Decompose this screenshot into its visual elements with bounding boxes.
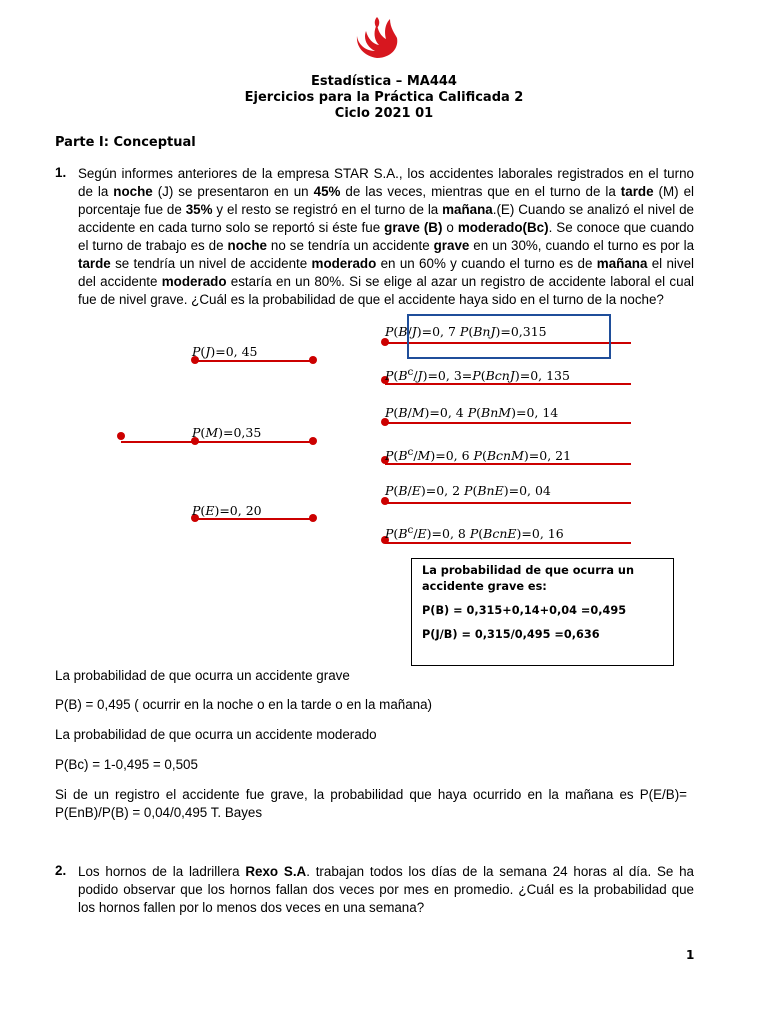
tree-branch-e-line xyxy=(195,518,313,520)
document-title: Estadística – MA444 xyxy=(311,74,457,89)
tree-leaf-line xyxy=(385,422,631,424)
prob-j-label: P(J)=0, 45 xyxy=(192,344,258,359)
prob-e-label: P(E)=0, 20 xyxy=(192,503,262,518)
result-formula: P(B) = 0,315+0,14+0,04 =0,495 xyxy=(422,604,627,617)
document-cycle: Ciclo 2021 01 xyxy=(334,106,434,121)
tree-branch-m-line xyxy=(121,441,313,443)
prob-bc-given-j: $P(B^c/J)=0$, 3=P(BcnJ)=0, 135 xyxy=(385,366,570,384)
tree-branch-j-line xyxy=(195,360,313,362)
tree-leaf-line xyxy=(385,463,631,465)
answer-text: La probabilidad de que ocurra un accidente grave xyxy=(55,668,350,683)
question-2-number: 2. xyxy=(55,863,67,878)
result-formula: P(J/B) = 0,315/0,495 =0,636 xyxy=(422,628,600,641)
answer-text: P(Bc) = 1-0,495 = 0,505 xyxy=(55,757,198,772)
result-box xyxy=(411,558,674,666)
result-line: accidente grave es: xyxy=(422,580,547,593)
tree-root-node xyxy=(117,432,125,440)
question-1-number: 1. xyxy=(55,165,67,180)
tree-node-m xyxy=(309,437,317,445)
tree-node-e xyxy=(309,514,317,522)
answer-text: La probabilidad de que ocurra un accidente moderado xyxy=(55,727,377,742)
prob-b-given-j: P(B/J)=0, 7 P(BnJ)=0,315 xyxy=(385,324,547,339)
tree-leaf-line xyxy=(385,502,631,504)
university-logo xyxy=(355,14,399,60)
highlight-rectangle xyxy=(407,314,611,359)
document-subtitle: Ejercicios para la Práctica Calificada 2 xyxy=(244,90,524,105)
prob-bc-given-e: $P(B^c/E)=0$, 8 P(BcnE)=0, 16 xyxy=(385,524,564,542)
prob-b-given-e: P(B/E)=0, 2 P(BnE)=0, 04 xyxy=(385,483,551,498)
prob-b-given-m: P(B/M)=0, 4 P(BnM)=0, 14 xyxy=(385,405,559,420)
result-line: La probabilidad de que ocurra un xyxy=(422,564,635,577)
question-1-text: Según informes anteriores de la empresa STAR S.A., los accidentes laborales registrados en el turno de la noche (J) se presentaron en un 45% de las veces, mientras que en el turno de la tarde (M) el porcentaje fue de 35% y el resto se registró en el turno de la mañana.(E) Cuando se analizó el nivel de accidente en cada turno solo se reportó si éste fue grave (B) o moderado(Bc). Se conoce que cuando el turno de trabajo es de noche no se tendría un accidente grave en un 30%, cuando el turno es por la tarde se tendría un nivel de accidente moderado en un 60% y cuando el turno es de mañana el nivel del accidente moderado estaría en un 80%. Si se elige al azar un registro de accidente laboral el cual fue de nivel grave. ¿Cuál es la probabilidad de que el accidente haya sido en el turno de la noche? xyxy=(78,166,695,307)
tree-leaf-line xyxy=(385,542,631,544)
tree-node-j xyxy=(309,356,317,364)
tree-leaf-line xyxy=(385,383,631,385)
section-title: Parte I: Conceptual xyxy=(55,135,196,150)
page-number: 1 xyxy=(686,948,695,962)
prob-bc-given-m: $P(B^c/M)=0$, 6 P(BcnM)=0, 21 xyxy=(385,446,572,464)
question-2-text: Los hornos de la ladrillera Rexo S.A. trabajan todos los días de la semana 24 horas al día. Se ha podido observar que los hornos fallan dos veces por mes en promedio. ¿Cuál es la probabilidad que los hornos fallen por lo menos dos veces en una semana? xyxy=(78,864,695,915)
answer-text: P(B) = 0,495 ( ocurrir en la noche o en la tarde o en la mañana) xyxy=(55,697,433,712)
prob-m-label: P(M)=0,35 xyxy=(192,425,262,440)
answer-text: Si de un registro el accidente fue grave, la probabilidad que haya ocurrido en la mañana es P(E/B)= P(EnB)/P(B) = 0,04/0,495 T. Bayes xyxy=(55,787,687,820)
